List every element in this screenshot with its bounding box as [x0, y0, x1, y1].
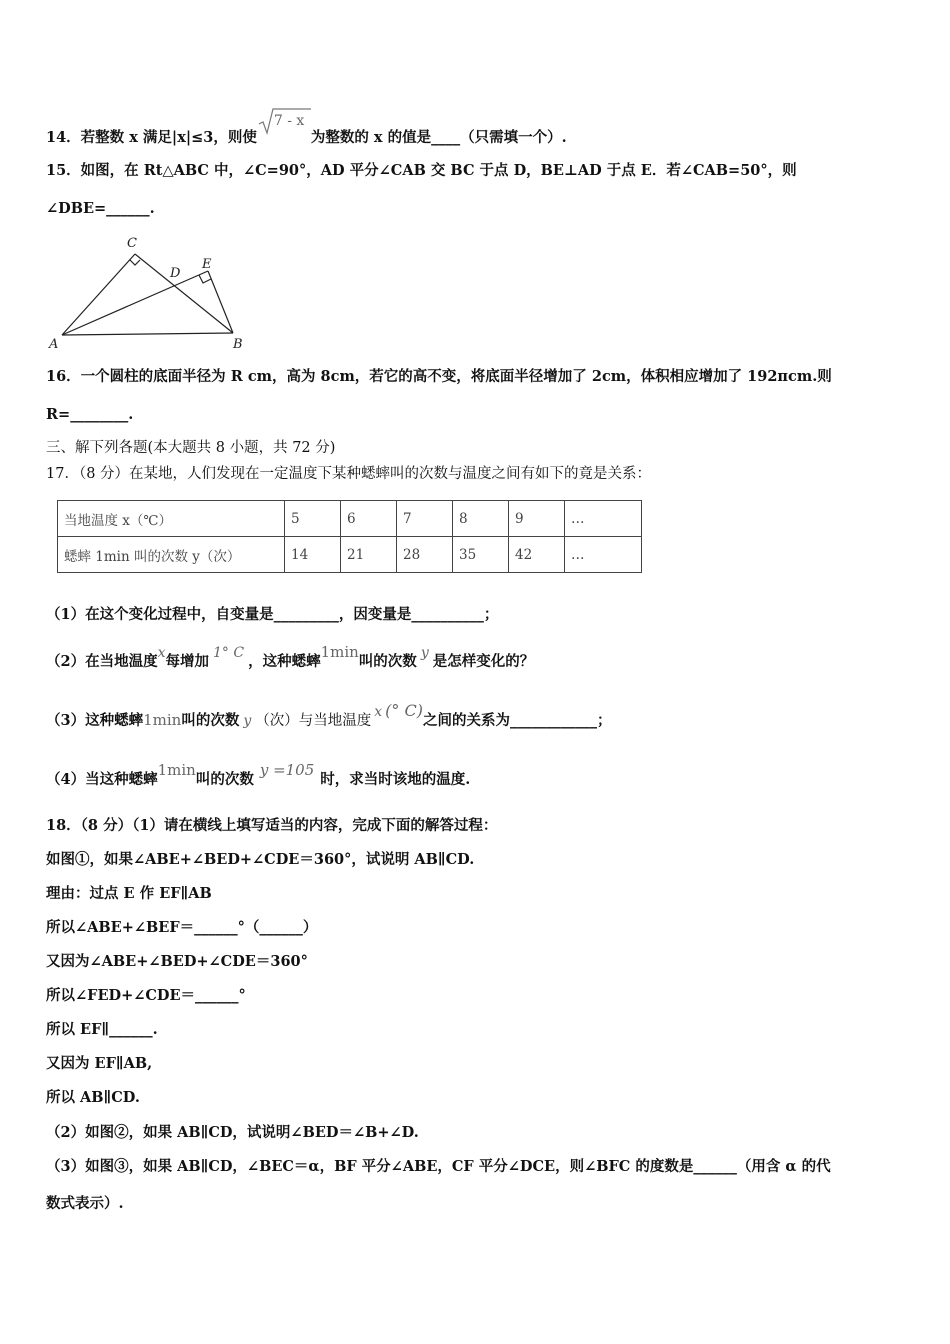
math-min: 1min	[143, 711, 182, 729]
q14-post: 为整数的 x 的值是____（只需填一个）.	[310, 129, 567, 146]
table-row-head: 蟋蟀 1min 叫的次数 y（次）	[58, 537, 285, 573]
math-degree: (° C)	[385, 701, 423, 720]
segment-ae	[62, 271, 208, 335]
q17-p2-text: ，这种蟋蟀	[248, 653, 321, 670]
temperature-table	[57, 500, 642, 573]
math-y: y	[243, 713, 252, 729]
q16-line1: 16．一个圆柱的底面半径为 R cm，高为 8cm，若它的高不变，将底面半径增加了 2cm，体积相应增加了 192πcm.则	[46, 368, 832, 385]
q15-line2: ∠DBE=______.	[46, 200, 155, 217]
q17-p2-text: 是怎样变化的？	[432, 653, 535, 670]
q17-p4-text: 时，求当时该地的温度.	[320, 771, 471, 788]
table-cell: …	[565, 537, 642, 573]
table-cell: 42	[509, 537, 565, 573]
q17-p2-text: 叫的次数	[358, 653, 417, 670]
table-cell: 21	[341, 537, 397, 573]
q18-line: 所以∠FED+∠CDE＝______°	[46, 987, 246, 1004]
q18-line: 所以 EF∥______.	[46, 1021, 158, 1038]
q16-line2: R=________.	[46, 406, 134, 423]
math-min: 1min	[320, 643, 359, 661]
q15-line1: 15．如图，在 Rt△ABC 中，∠C=90°，AD 平分∠CAB 交 BC 于点 D，BE⊥AD 于点 E．若∠CAB=50°，则	[46, 162, 797, 179]
table-cell: 35	[453, 537, 509, 573]
q18-part3-cont: 数式表示）.	[46, 1195, 124, 1212]
q18-line: 又因为∠ABE+∠BED+∠CDE＝360°	[46, 953, 308, 970]
q17-p2-text: 每增加	[165, 653, 209, 670]
q18-part2: （2）如图②，如果 AB∥CD，试说明∠BED＝∠B+∠D.	[46, 1124, 419, 1141]
math-y: y	[420, 645, 429, 661]
table-cell: 7	[397, 501, 453, 537]
label-e: E	[202, 257, 212, 272]
q17-p3-text: 之间的关系为____________；	[422, 712, 612, 729]
table-cell: 5	[285, 501, 341, 537]
table-row	[58, 501, 642, 537]
table-cell: 6	[341, 501, 397, 537]
q17-part4	[46, 761, 471, 790]
math-min: 1min	[157, 761, 196, 779]
q17-intro-text: 17．（8 分）在某地，人们发现在一定温度下某种蟋蟀叫的次数与温度之间有如下的竟是关系：	[46, 466, 652, 482]
q18-line: 理由：过点 E 作 EF∥AB	[46, 885, 212, 902]
q17-p3-text: （次）与当地温度	[255, 713, 372, 729]
table-row-head: 当地温度 x（℃）	[58, 501, 285, 537]
q17-p4-text: （4）当这种蟋蟀	[46, 771, 158, 788]
label-b: B	[233, 337, 243, 352]
q17-intro	[46, 464, 651, 484]
triangle-figure	[45, 232, 255, 352]
sqrt-expression	[257, 106, 311, 134]
q17-p3-text: （3）这种蟋蟀	[46, 712, 144, 729]
segment-be	[208, 271, 233, 333]
label-c: C	[127, 236, 137, 251]
q18-part3: （3）如图③，如果 AB∥CD，∠BEC＝α，BF 平分∠ABE，CF 平分∠DCE，则∠BFC 的度数是______（用含 α 的代	[46, 1158, 831, 1175]
table-row	[58, 537, 642, 573]
q18-line: 又因为 EF∥AB,	[46, 1055, 153, 1072]
q17-part3	[46, 701, 612, 731]
q17-part1: （1）在这个变化过程中，自变量是_________，因变量是__________；	[46, 606, 499, 623]
table-cell: 28	[397, 537, 453, 573]
math-equation: y =105	[259, 761, 315, 779]
q14-line	[46, 114, 567, 148]
table-cell: …	[565, 501, 642, 537]
math-degree: 1° C	[213, 645, 245, 661]
label-a: A	[49, 337, 59, 352]
q17-part2	[46, 643, 535, 672]
edge-cb	[135, 254, 233, 333]
edge-ab	[62, 333, 233, 335]
math-x: x	[374, 704, 383, 720]
q18-line: 所以∠ABE+∠BEF＝______°（______）	[46, 919, 318, 936]
q17-p4-text: 叫的次数	[195, 771, 254, 788]
table-cell: 8	[453, 501, 509, 537]
q17-p3-text: 叫的次数	[181, 712, 240, 729]
q17-p2-text: （2）在当地温度	[46, 653, 158, 670]
section-heading: 三、解下列各题(本大题共 8 小题，共 72 分)	[46, 440, 336, 456]
table-cell: 9	[509, 501, 565, 537]
edge-ac	[62, 254, 135, 335]
q18-intro: 18．（8 分）（1）请在横线上填写适当的内容，完成下面的解答过程：	[46, 817, 498, 834]
label-d: D	[170, 266, 181, 281]
q18-line: 如图①，如果∠ABE+∠BED+∠CDE＝360°，试说明 AB∥CD.	[46, 851, 475, 868]
right-angle-c-icon	[130, 260, 140, 265]
sqrt-radicand: 7 - x	[273, 113, 305, 129]
q18-line: 所以 AB∥CD.	[46, 1089, 140, 1106]
math-x: x	[157, 645, 166, 661]
table-cell: 14	[285, 537, 341, 573]
q14-pre: 14．若整数 x 满足|x|≤3，则使	[46, 129, 257, 146]
right-angle-e-icon	[199, 275, 211, 283]
